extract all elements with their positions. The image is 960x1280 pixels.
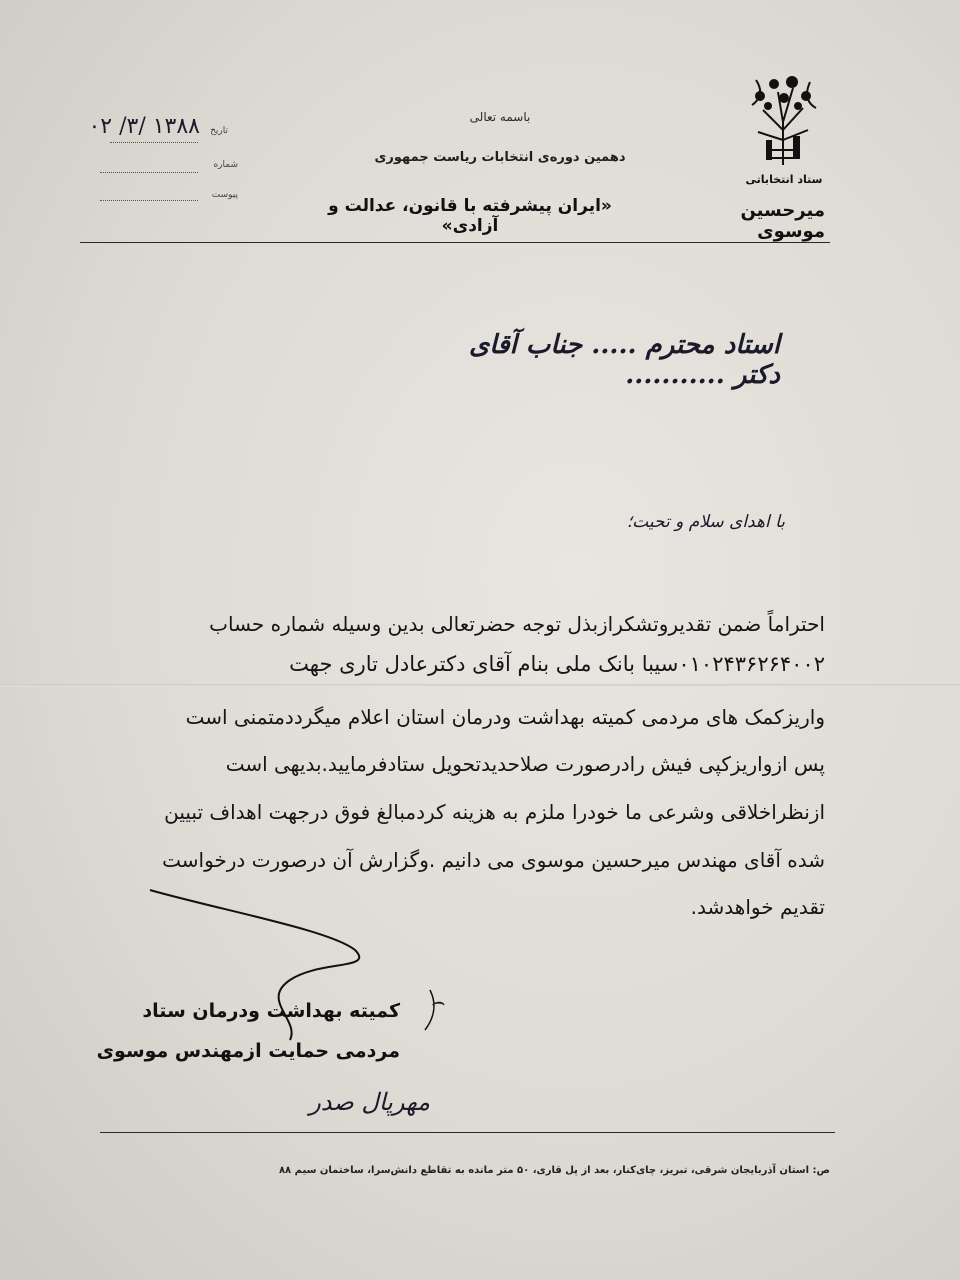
- number-label: شماره: [213, 160, 238, 170]
- body-line-6: شده آقای مهندس میرحسین موسوی می دانیم .وگزارش آن درصورت درخواست: [162, 848, 825, 872]
- attachment-line: [100, 200, 198, 201]
- campaign-logo: [738, 70, 828, 170]
- number-line: [100, 172, 198, 173]
- date-label: تاریخ: [210, 126, 228, 136]
- body-line-7: تقدیم خواهدشد.: [690, 895, 825, 919]
- body-line-5: ازنظراخلاقی وشرعی ما خودرا ملزم به هزینه کردمبالغ فوق درجهت اهداف تبیین: [164, 800, 825, 824]
- body-line-1: احتراماً ضمن تقدیروتشکرازبذل توجه حضرتعالی بدین وسیله شماره حساب: [209, 612, 825, 636]
- footer-address: ص: استان آذربایجان شرقی، تبریز، چای‌کنار، بعد از پل قاری، ۵۰ متر مانده به تقاطع دانش‌سرا، ساختمان سیم ۸۸: [278, 1165, 830, 1176]
- basmala: باسمه تعالی: [469, 110, 531, 124]
- greeting: با اهدای سلام و تحیت؛: [626, 512, 785, 532]
- slogan: «ایران پیشرفته با قانون، عدالت و آزادی»: [328, 196, 612, 236]
- initials-mark: ⌢: [430, 990, 445, 1015]
- attachment-label: پیوست: [211, 190, 238, 200]
- handwritten-name: مهرپال صدر: [309, 1088, 430, 1116]
- salutation: استاد محترم ..... جناب آقای دکتر ...........: [468, 330, 780, 390]
- paper-fold: [0, 684, 960, 687]
- header-rule: [80, 242, 830, 243]
- signature-line-2: مردمی حمایت ازمهندس موسوی: [96, 1040, 400, 1062]
- date-line: [110, 142, 198, 143]
- body-line-2: ۰۱۰۲۴۳۶۲۶۴۰۰۲سیبا بانک ملی بنام آقای دکترعادل تاری جهت: [289, 652, 825, 676]
- hq-label: ستاد انتخاباتی: [745, 173, 823, 186]
- election-title: دهمین دوره‌ی انتخابات ریاست جمهوری: [374, 150, 626, 165]
- footer-rule: [100, 1132, 835, 1133]
- date-value: ۱۳۸۸ /۳/ ۰۲: [88, 114, 200, 139]
- candidate-name: میرحسین موسوی: [740, 200, 825, 242]
- body-line-3: واریزکمک های مردمی کمیته بهداشت ودرمان استان اعلام میگرددمتمنی است: [185, 705, 825, 729]
- signature-line-1: کمیته بهداشت ودرمان ستاد: [142, 1000, 400, 1022]
- body-line-4: پس ازواریزکپی فیش رادرصورت صلاحدیدتحویل ستادفرمایید.بدیهی است: [225, 752, 825, 776]
